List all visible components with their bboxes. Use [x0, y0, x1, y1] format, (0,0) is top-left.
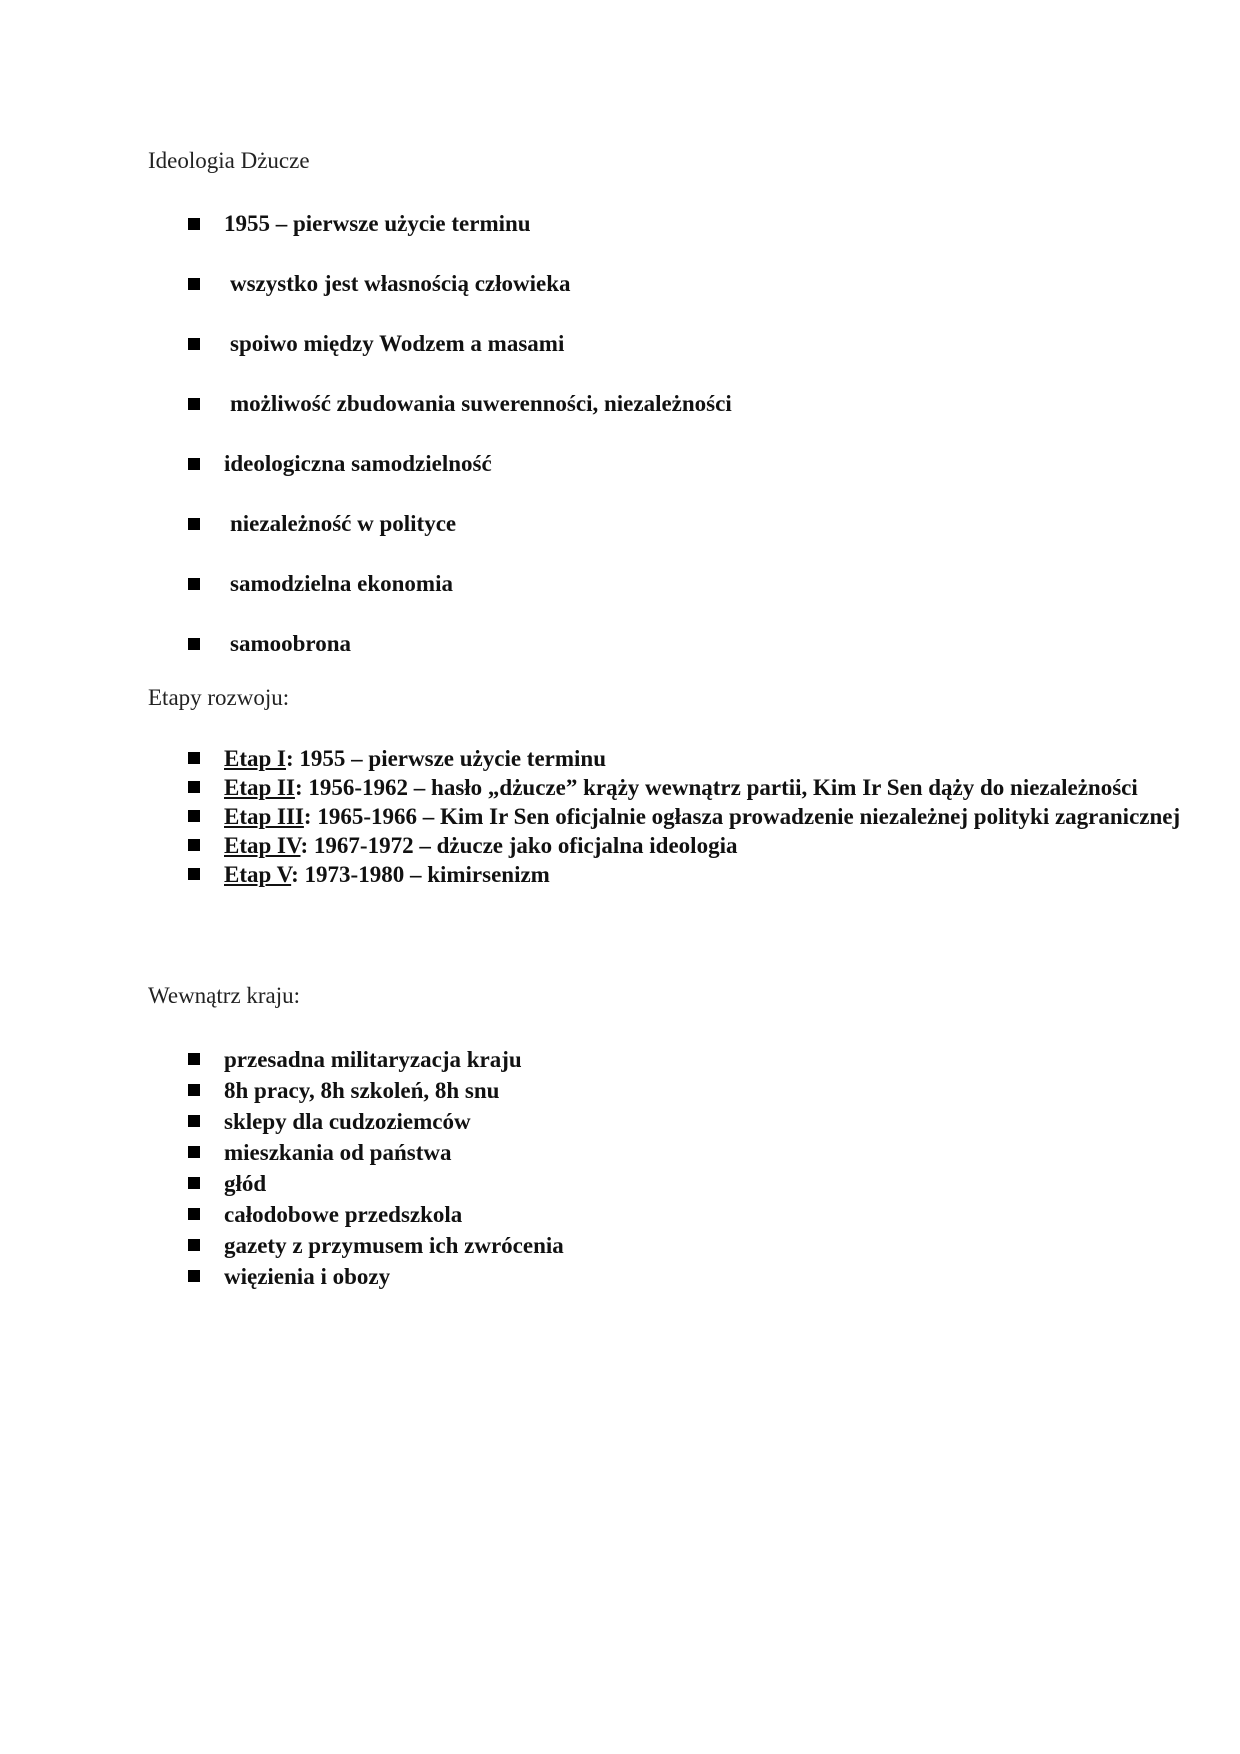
stage-label: Etap I — [224, 746, 286, 771]
list-item — [0, 570, 732, 630]
square-bullet-icon — [188, 518, 200, 530]
square-bullet-icon — [188, 638, 200, 650]
domestic-heading: Wewnątrz kraju: — [148, 983, 301, 1008]
list-item-text: możliwość zbudowania suwerenności, niezależności — [230, 391, 732, 416]
square-bullet-icon — [188, 278, 200, 290]
stage-item — [0, 802, 1181, 831]
square-bullet-icon — [188, 218, 200, 230]
domestic-list — [0, 1044, 564, 1292]
document-title: Ideologia Dżucze — [148, 148, 310, 173]
list-item-text: głód — [224, 1171, 267, 1196]
stage-text: : 1955 – pierwsze użycie terminu — [286, 746, 607, 771]
list-item-text: ideologiczna samodzielność — [224, 451, 492, 476]
list-item — [0, 450, 732, 510]
list-item — [0, 270, 732, 330]
list-item-text: sklepy dla cudzoziemców — [224, 1109, 471, 1134]
list-item-text: mieszkania od państwa — [224, 1140, 452, 1165]
square-bullet-icon — [188, 1270, 200, 1282]
square-bullet-icon — [188, 1177, 200, 1189]
list-item — [0, 1137, 564, 1168]
list-item-text: gazety z przymusem ich zwrócenia — [224, 1233, 564, 1258]
stage-text: : 1965-1966 – Kim Ir Sen oficjalnie ogłasza prowadzenie niezależnej polityki zagranicznej — [303, 804, 1181, 829]
square-bullet-icon — [188, 338, 200, 350]
stages-list — [0, 744, 1181, 889]
stage-item — [0, 860, 1084, 889]
list-item — [0, 630, 732, 690]
square-bullet-icon — [188, 1115, 200, 1127]
list-item-text: więzienia i obozy — [224, 1264, 391, 1289]
square-bullet-icon — [188, 1053, 200, 1065]
list-item-text: niezależność w polityce — [230, 511, 457, 536]
square-bullet-icon — [188, 868, 200, 880]
stage-item — [0, 744, 1084, 773]
list-item — [0, 1168, 564, 1199]
list-item — [0, 1106, 564, 1137]
list-item-text: wszystko jest własnością człowieka — [230, 271, 571, 296]
list-item — [0, 510, 732, 570]
list-item-text: spoiwo między Wodzem a masami — [230, 331, 565, 356]
list-item-text: 1955 – pierwsze użycie terminu — [224, 211, 531, 236]
list-item-text: samoobrona — [230, 631, 351, 656]
square-bullet-icon — [188, 458, 200, 470]
list-item-text: przesadna militaryzacja kraju — [224, 1047, 522, 1072]
square-bullet-icon — [188, 1208, 200, 1220]
square-bullet-icon — [188, 1084, 200, 1096]
list-item-text: 8h pracy, 8h szkoleń, 8h snu — [224, 1078, 500, 1103]
square-bullet-icon — [188, 810, 200, 822]
list-item — [0, 1199, 564, 1230]
list-item — [0, 1075, 564, 1106]
square-bullet-icon — [188, 1146, 200, 1158]
square-bullet-icon — [188, 839, 200, 851]
stage-item — [0, 773, 1138, 802]
list-item — [0, 390, 732, 450]
square-bullet-icon — [188, 578, 200, 590]
intro-list — [0, 210, 732, 690]
stage-text: : 1973-1980 – kimirsenizm — [291, 862, 550, 887]
stage-text: : 1967-1972 – dżucze jako oficjalna ideologia — [300, 833, 738, 858]
list-item-text: całodobowe przedszkola — [224, 1202, 463, 1227]
square-bullet-icon — [188, 1239, 200, 1251]
stage-item — [0, 831, 1084, 860]
stage-text: : 1956-1962 – hasło „dżucze” krąży wewnątrz partii, Kim Ir Sen dąży do niezależności — [294, 775, 1138, 800]
stages-heading: Etapy rozwoju: — [148, 685, 290, 710]
stage-label: Etap III — [224, 804, 304, 829]
square-bullet-icon — [188, 752, 200, 764]
list-item-text: samodzielna ekonomia — [230, 571, 453, 596]
list-item — [0, 330, 732, 390]
list-item — [0, 1261, 564, 1292]
list-item — [0, 1044, 564, 1075]
stage-label: Etap V — [224, 862, 292, 887]
square-bullet-icon — [188, 781, 200, 793]
stage-label: Etap IV — [224, 833, 301, 858]
square-bullet-icon — [188, 398, 200, 410]
list-item — [0, 210, 732, 270]
list-item — [0, 1230, 564, 1261]
stage-label: Etap II — [224, 775, 295, 800]
